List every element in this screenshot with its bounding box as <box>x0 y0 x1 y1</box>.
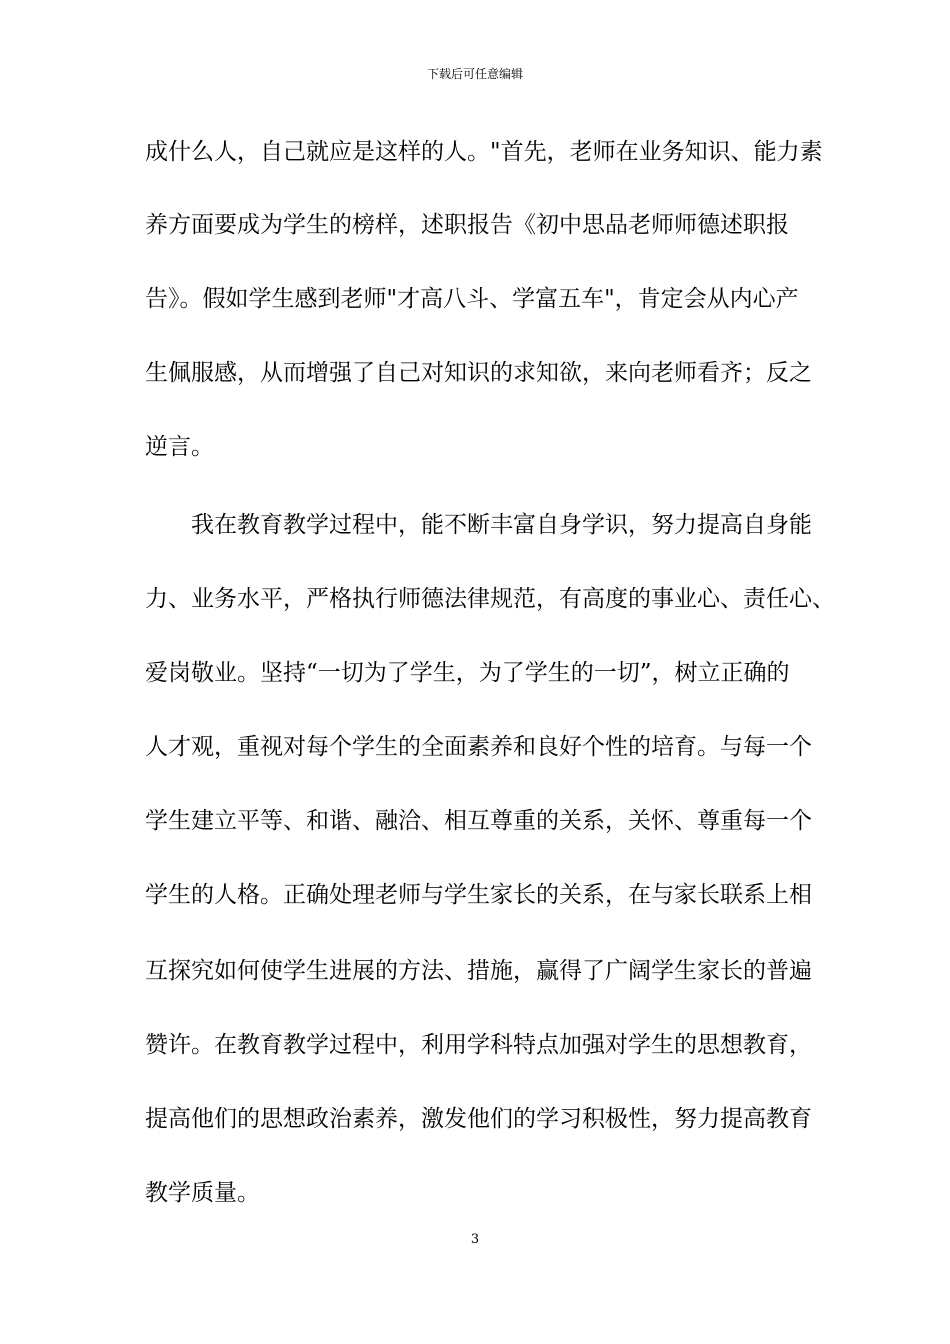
text-line: 爱岗敬业。坚持“一切为了学生，为了学生的一切”，树立正确的 <box>145 660 790 686</box>
text-line: 赞许。在教育教学过程中，利用学科特点加强对学生的思想教育， <box>145 1032 812 1058</box>
text-line: 学生的人格。正确处理老师与学生家长的关系，在与家长联系上相 <box>145 882 812 908</box>
text-line: 人才观，重视对每个学生的全面素养和良好个性的培育。与每一个 <box>145 734 812 760</box>
text-line: 成什么人，自己就应是这样的人。"首先，老师在业务知识、能力素 <box>145 139 823 165</box>
text-line: 逆言。 <box>145 434 214 460</box>
page-number: 3 <box>470 1232 480 1247</box>
text-line: 生佩服感，从而增强了自己对知识的求知欲，来向老师看齐；反之 <box>145 360 812 386</box>
text-line-paragraph-start: 我在教育教学过程中，能不断丰富自身学识，努力提高自身能 <box>191 512 812 538</box>
text-line: 养方面要成为学生的榜样，述职报告《初中思品老师师德述职报 <box>145 212 789 238</box>
text-line: 教学质量。 <box>145 1180 260 1206</box>
text-line: 学生建立平等、和谐、融洽、相互尊重的关系，关怀、尊重每一个 <box>145 808 812 834</box>
text-line: 提高他们的思想政治素养，激发他们的学习积极性，努力提高教育 <box>145 1106 812 1132</box>
text-line: 互探究如何使学生进展的方法、措施，赢得了广阔学生家长的普遍 <box>145 958 812 984</box>
text-line: 告》。假如学生感到老师"才高八斗、学富五车"，肯定会从内心产 <box>145 286 799 312</box>
page-header: 下载后可任意编辑 <box>426 67 523 81</box>
text-line: 力、业务水平，严格执行师德法律规范，有高度的事业心、责任心、 <box>145 586 835 612</box>
